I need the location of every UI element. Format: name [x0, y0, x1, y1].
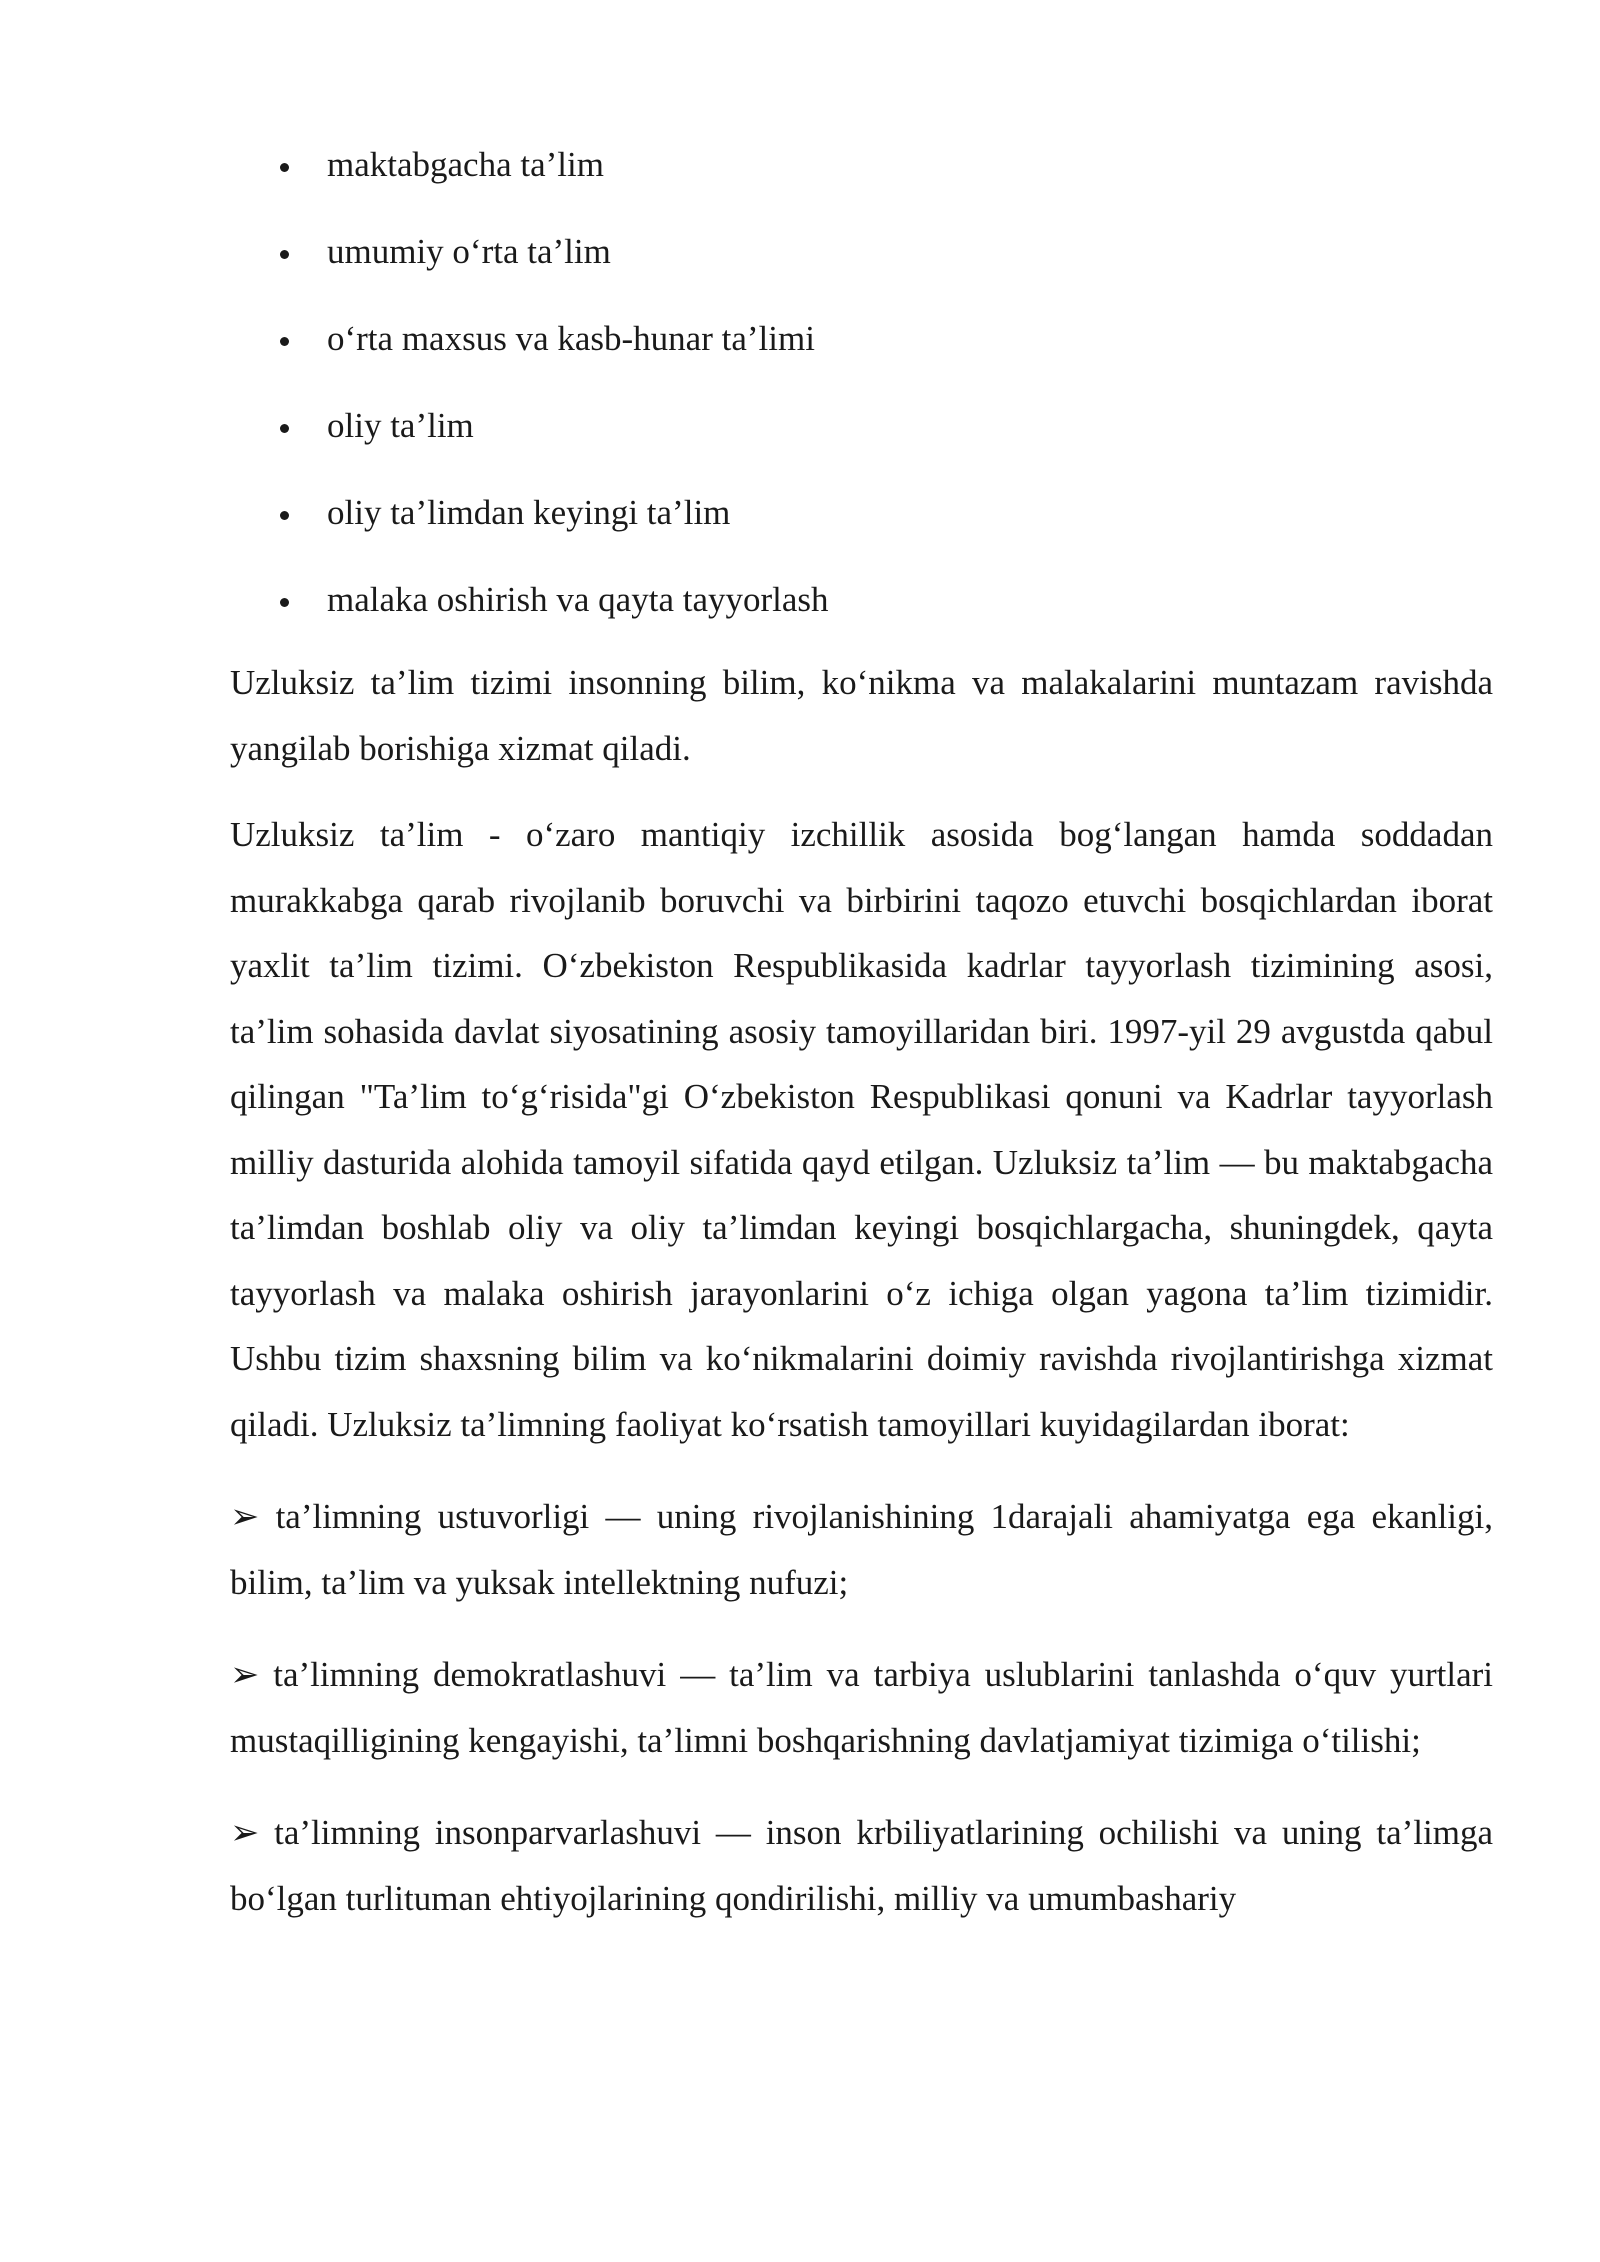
paragraph-continuous-education-intro: Uzluksiz ta’lim tizimi insonning bilim, ko‘nikma va malakalarini muntazam ravishda yangilab borishiga xizmat qiladi.	[230, 663, 1493, 768]
bullet-icon	[280, 424, 289, 433]
principle-item	[230, 1642, 1493, 1773]
bullet-icon	[280, 337, 289, 346]
list-item	[230, 575, 1493, 625]
document-page	[230, 140, 1493, 1931]
arrow-bullet-icon: ➢	[230, 1813, 260, 1852]
list-item	[230, 314, 1493, 364]
arrow-bullet-icon: ➢	[230, 1655, 260, 1694]
bullet-icon	[280, 163, 289, 172]
list-item-text: umumiy o‘rta ta’lim	[327, 232, 611, 271]
list-item-text: oliy ta’lim	[327, 406, 474, 445]
list-item	[230, 488, 1493, 538]
arrow-bullet-icon: ➢	[230, 1497, 260, 1536]
list-item	[230, 227, 1493, 277]
principle-text: ta’limning demokratlashuvi — ta’lim va tarbiya uslublarini tanlashda o‘quv yurtlari mustaqilligining kengayishi, ta’limni boshqarishning davlatjamiyat tizimiga o‘tilishi;	[230, 1655, 1494, 1760]
education-levels-list	[230, 140, 1493, 625]
bullet-icon	[280, 511, 289, 520]
list-item-text: maktabgacha ta’lim	[327, 145, 604, 184]
paragraph-continuous-education-definition: Uzluksiz ta’lim - o‘zaro mantiqiy izchillik asosida bog‘langan hamda soddadan murakkabga qarab rivojlanib boruvchi va birbirini taqozo etuvchi bosqichlardan iborat yaxlit ta’lim tizimi. O‘zbekiston Respublikasida kadrlar tayyorlash tizimining asosi, ta’lim sohasida davlat siyosatining asosiy tamoyillaridan biri. 1997-yil 29 avgustda qabul qilingan "Ta’lim to‘g‘risida"gi O‘zbekiston Respublikasi qonuni va Kadrlar tayyorlash milliy dasturida alohida tamoyil sifatida qayd etilgan. Uzluksiz ta’lim — bu maktabgacha ta’limdan boshlab oliy va oliy ta’limdan keyingi bosqichlargacha, shuningdek, qayta tayyorlash va malaka oshirish jarayonlarini o‘z ichiga olgan yagona ta’lim tizimidir. Ushbu tizim shaxsning bilim va ko‘nikmalarini doimiy ravishda rivojlantirishga xizmat qiladi. Uzluksiz ta’limning faoliyat ko‘rsatish tamoyillari kuyidagilardan iborat:	[230, 815, 1493, 1444]
list-item-text: o‘rta maxsus va kasb-hunar ta’limi	[327, 319, 815, 358]
principle-text: ta’limning ustuvorligi — uning rivojlanishining 1darajali ahamiyatga ega ekanligi, bilim, ta’lim va yuksak intellektning nufuzi;	[230, 1497, 1494, 1602]
list-item-text: malaka oshirish va qayta tayyorlash	[327, 580, 829, 619]
bullet-icon	[280, 250, 289, 259]
list-item	[230, 401, 1493, 451]
list-item	[230, 140, 1493, 190]
principle-item	[230, 1484, 1493, 1615]
principle-text: ta’limning insonparvarlashuvi — inson krbiliyatlarining ochilishi va uning ta’limga bo‘lgan turlituman ehtiyojlarining qondirilishi, milliy va umumbashariy	[230, 1813, 1493, 1918]
bullet-icon	[280, 598, 289, 607]
list-item-text: oliy ta’limdan keyingi ta’lim	[327, 493, 731, 532]
principle-item	[230, 1800, 1493, 1931]
